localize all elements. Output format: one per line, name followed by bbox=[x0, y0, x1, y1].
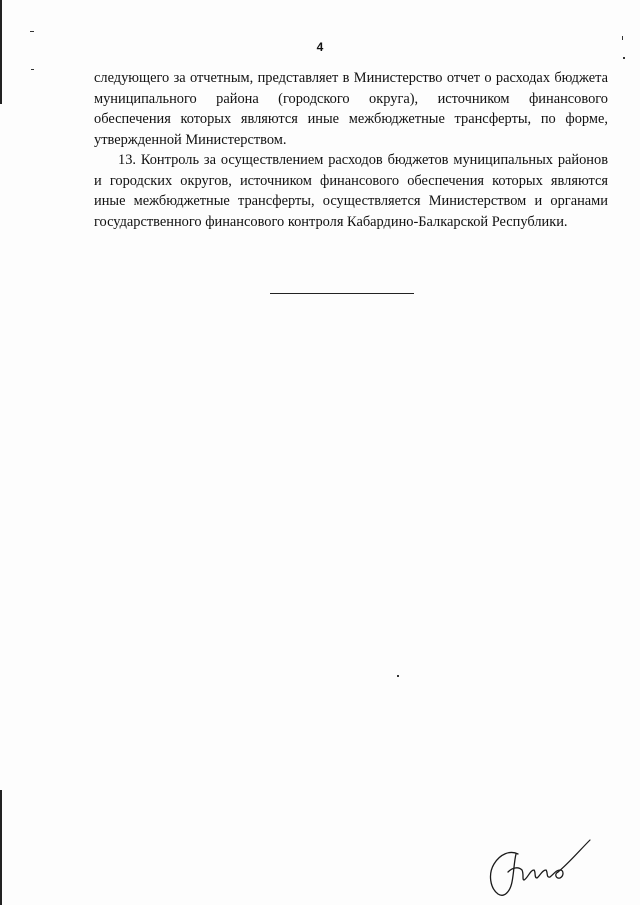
handwritten-signature-icon bbox=[484, 832, 594, 900]
scan-edge-mark bbox=[0, 790, 2, 905]
document-body bbox=[94, 68, 608, 232]
scan-speck bbox=[623, 57, 625, 59]
paragraph-continuation: следующего за отчетным, представляет в Министерство отчет о расходах бюджета муниципального района (городского округа), источником финансового обеспечения которых являются иные межбюджетные трансферты, по форме, утвержденной Министерством. bbox=[94, 70, 608, 148]
scan-speck bbox=[30, 31, 34, 32]
scan-speck bbox=[31, 69, 34, 70]
scan-speck bbox=[397, 675, 399, 677]
page-number: 4 bbox=[316, 40, 324, 54]
end-separator-line bbox=[270, 293, 414, 294]
paragraph-13: 13. Контроль за осуществлением расходов бюджетов муниципальных районов и городских округов, источником финансового обеспечения которых являются иные межбюджетные трансферты, осуществляется Министерством и органами государственного финансового контроля Кабардино-Балкарской Республики. bbox=[94, 152, 608, 230]
